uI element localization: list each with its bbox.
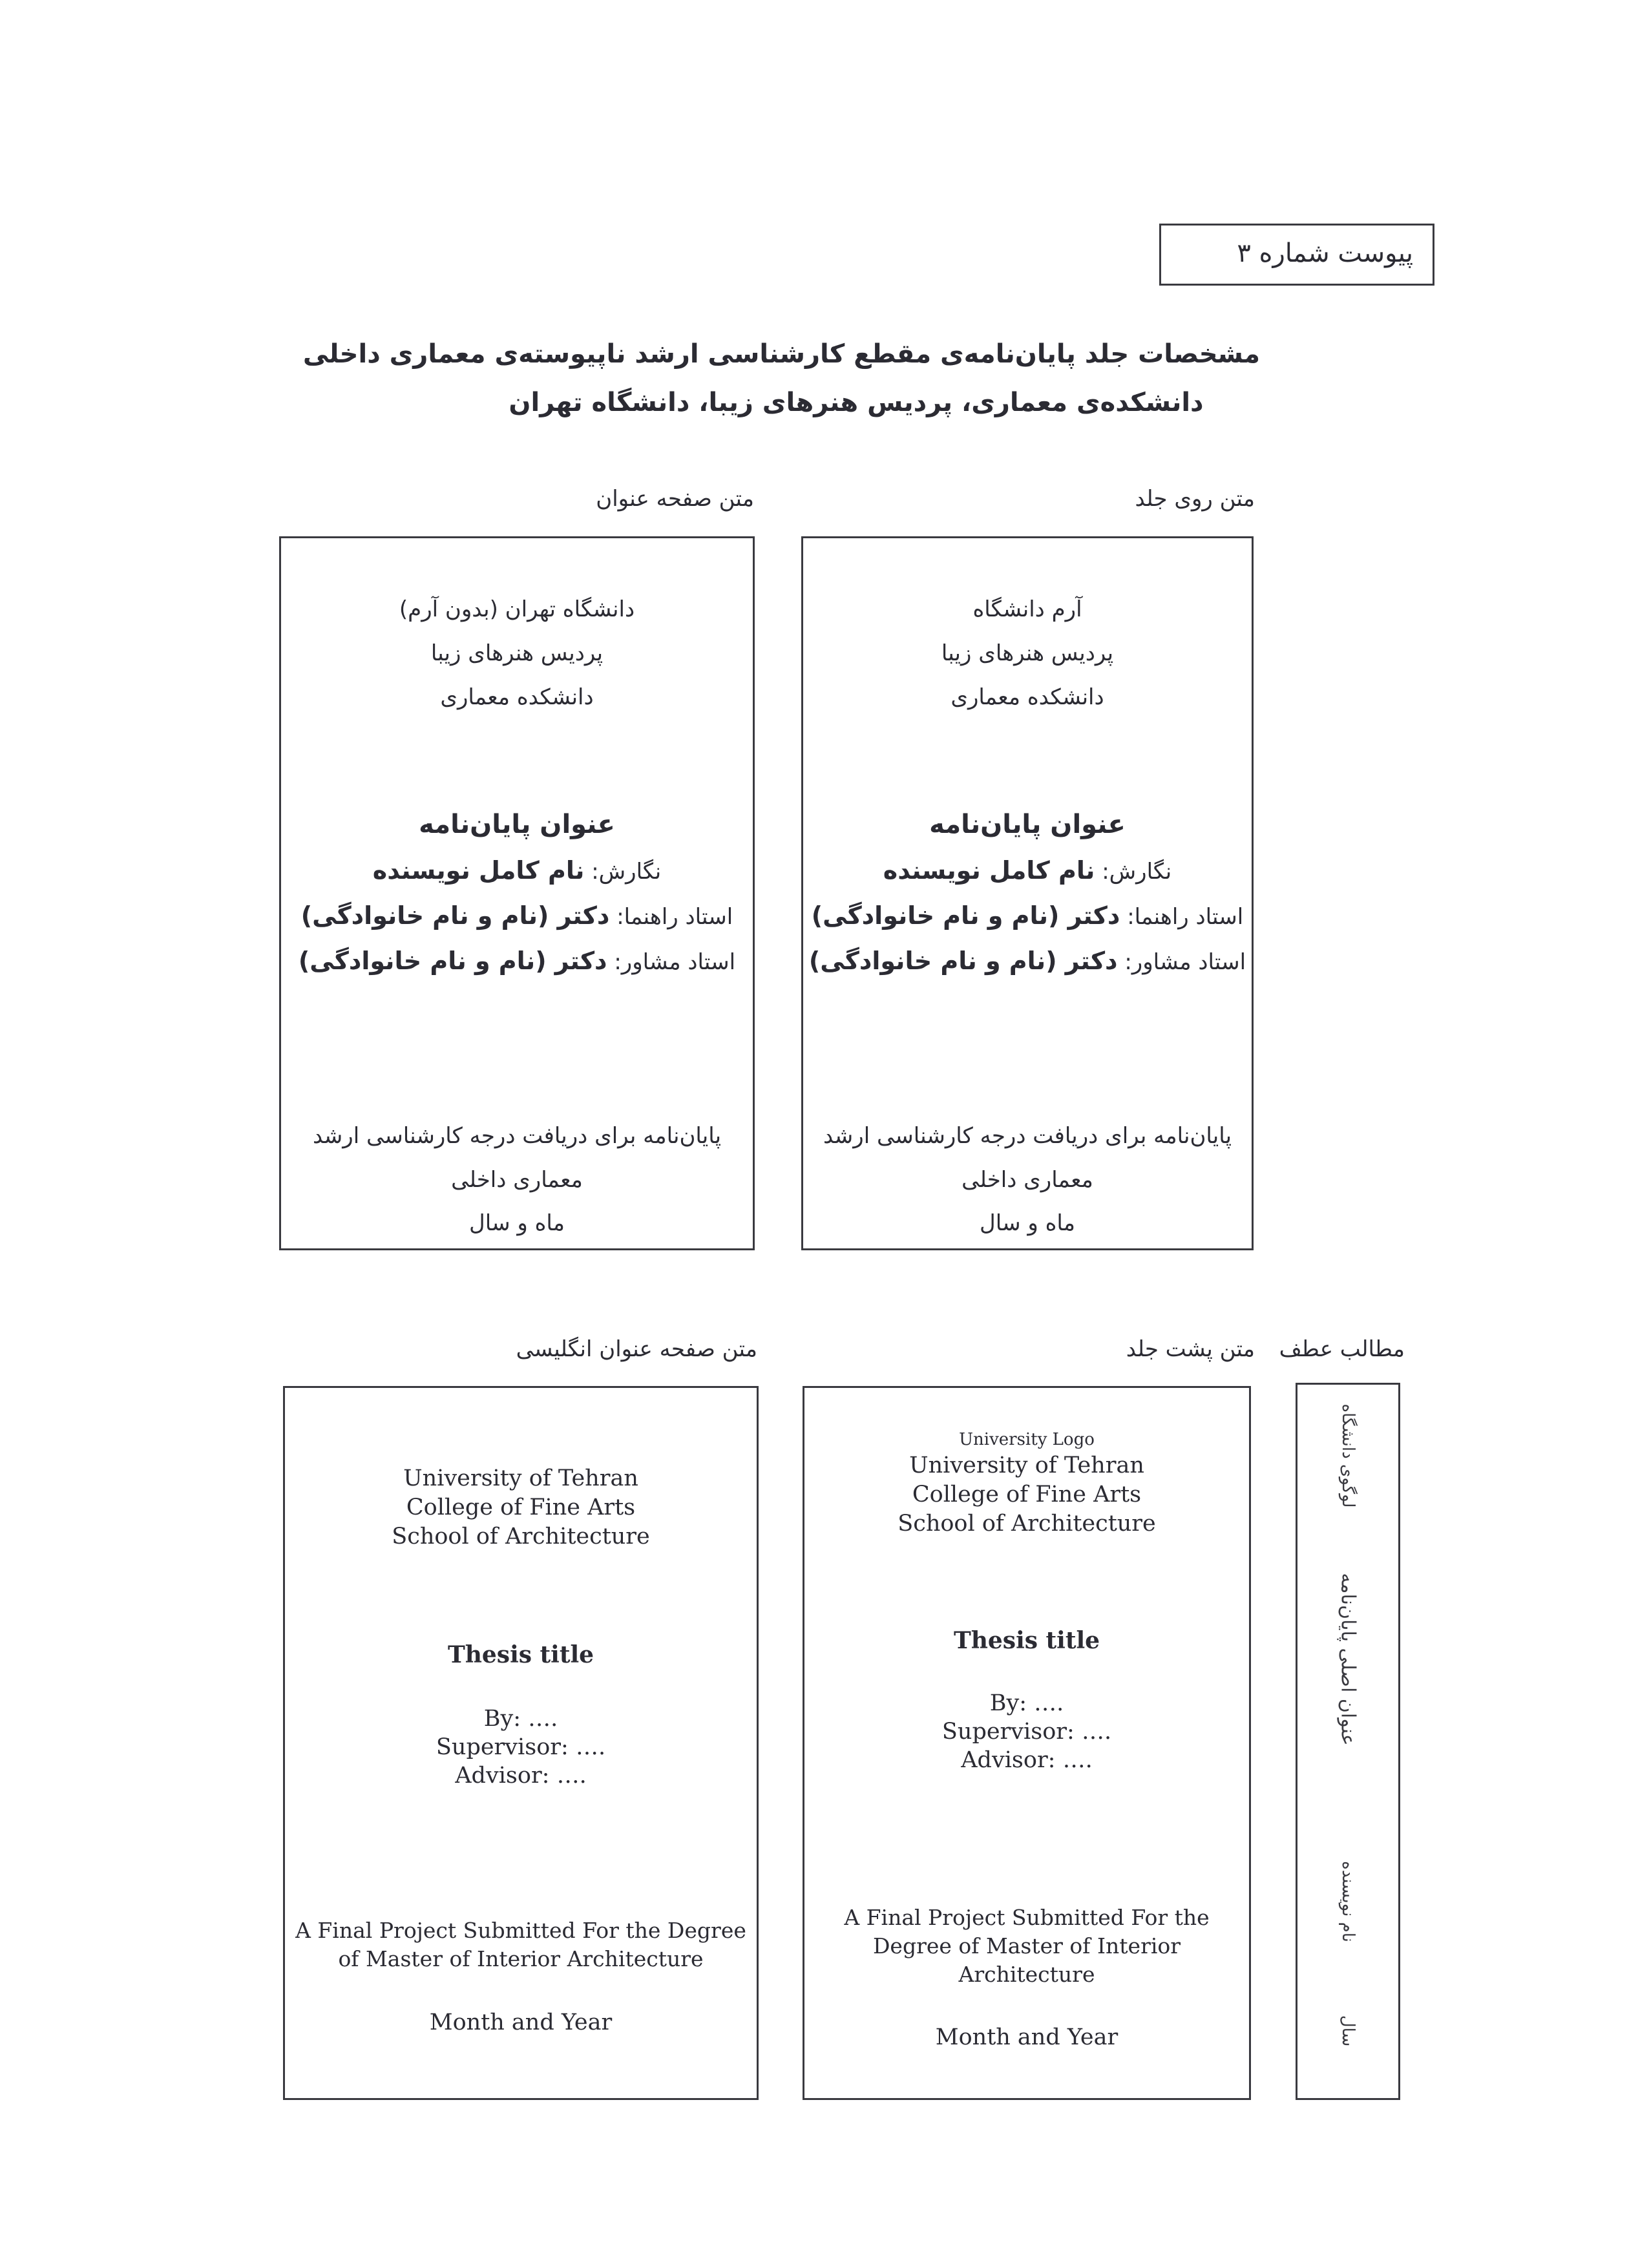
english-degree-line2: of Master of Interior Architecture [338,1946,704,1971]
title-page-supervisor [281,901,753,930]
back-cover-supervisor: Supervisor: …. [941,1719,1112,1745]
back-cover-by: By: …. [989,1690,1064,1716]
cover-front-campus: پردیس هنرهای زیبا [941,640,1114,666]
back-cover-thesis-title: Thesis title [953,1627,1100,1654]
back-cover-label: متن پشت جلد [1126,1336,1255,1362]
english-title-page-label: متن صفحه عنوان انگلیسی [516,1336,757,1362]
cover-front-faculty: دانشکده معماری [951,684,1104,710]
english-college: College of Fine Arts [406,1495,636,1520]
title-page-thesis-title: عنوان پایان‌نامه [419,810,615,839]
back-cover-advisor: Advisor: …. [961,1747,1093,1773]
title-page-box [279,536,755,1250]
cover-front-degree: پایان‌نامه برای دریافت درجه کارشناسی ارشد [823,1123,1232,1149]
back-cover-logo: University Logo [959,1430,1095,1449]
cover-front-supervisor [803,901,1252,930]
advisor-value: دکتر (نام و نام خانوادگی) [298,947,607,975]
appendix-label: پیوست شماره ۳ [1237,238,1413,268]
title-page-degree: پایان‌نامه برای دریافت درجه کارشناسی ارشد [312,1123,722,1149]
english-by: By: …. [483,1706,558,1732]
title-page-advisor [281,947,753,975]
spine-box [1296,1383,1400,2100]
title-page-campus: پردیس هنرهای زیبا [430,640,604,666]
page-heading-line1: مشخصات جلد پایان‌نامه‌ی مقطع کارشناسی ارشد ناپیوسته‌ی معماری داخلی [302,339,1260,369]
supervisor-value: دکتر (نام و نام خانوادگی) [811,901,1120,930]
author-prefix: نگارش: [584,859,662,885]
advisor-prefix: استاد مشاور: [607,949,736,975]
english-date: Month and Year [429,2010,613,2035]
cover-front-advisor [803,947,1252,975]
cover-front-date: ماه و سال [980,1210,1075,1236]
spine-logo: لوگوی دانشگاه [1338,1403,1358,1508]
cover-front-author [803,856,1252,885]
back-cover-degree-line2: Degree of Master of Interior [872,1933,1181,1958]
title-page-date: ماه و سال [469,1210,565,1236]
advisor-prefix: استاد مشاور: [1117,949,1246,975]
spine-label: مطالب عطف [1279,1336,1405,1362]
cover-front-logo: آرم دانشگاه [972,596,1082,622]
title-page-field: معماری داخلی [451,1167,583,1193]
english-supervisor: Supervisor: …. [436,1734,606,1760]
page-heading-line2: دانشکده‌ی معماری، پردیس هنرهای زیبا، دانشگاه تهران [509,388,1204,417]
title-page-faculty: دانشکده معماری [440,684,594,710]
back-cover-date: Month and Year [935,2024,1119,2050]
back-cover-school: School of Architecture [898,1511,1156,1537]
cover-front-box [801,536,1254,1250]
spine-year: سال [1338,2015,1358,2047]
english-school: School of Architecture [392,1524,650,1549]
back-cover-box [803,1386,1251,2100]
english-university: University of Tehran [403,1465,638,1491]
english-advisor: Advisor: …. [455,1763,587,1789]
author-prefix: نگارش: [1095,859,1172,885]
appendix-label-box [1159,224,1434,286]
cover-front-field: معماری داخلی [961,1167,1093,1193]
english-degree-line1: A Final Project Submitted For the Degree [295,1918,746,1943]
author-value: نام کامل نویسنده [883,856,1095,885]
supervisor-prefix: استاد راهنما: [1120,904,1244,930]
title-page-label: متن صفحه عنوان [596,486,754,512]
back-cover-university: University of Tehran [909,1453,1144,1478]
advisor-value: دکتر (نام و نام خانوادگی) [808,947,1118,975]
cover-front-thesis-title: عنوان پایان‌نامه [929,810,1126,839]
author-value: نام کامل نویسنده [372,856,585,885]
back-cover-degree-line3: Architecture [958,1962,1095,1987]
spine-author: نام نویسنده [1338,1861,1358,1942]
title-page-university: دانشگاه تهران (بدون آرم) [399,596,635,622]
title-page-author [281,856,753,885]
back-cover-college: College of Fine Arts [912,1482,1142,1507]
english-thesis-title: Thesis title [447,1641,594,1668]
supervisor-prefix: استاد راهنما: [609,904,733,930]
cover-front-label: متن روی جلد [1135,486,1255,512]
spine-title: عنوان اصلی پایان‌نامه [1336,1573,1360,1746]
back-cover-degree-line1: A Final Project Submitted For the [844,1905,1210,1930]
supervisor-value: دکتر (نام و نام خانوادگی) [300,901,610,930]
english-title-page-box [283,1386,759,2100]
